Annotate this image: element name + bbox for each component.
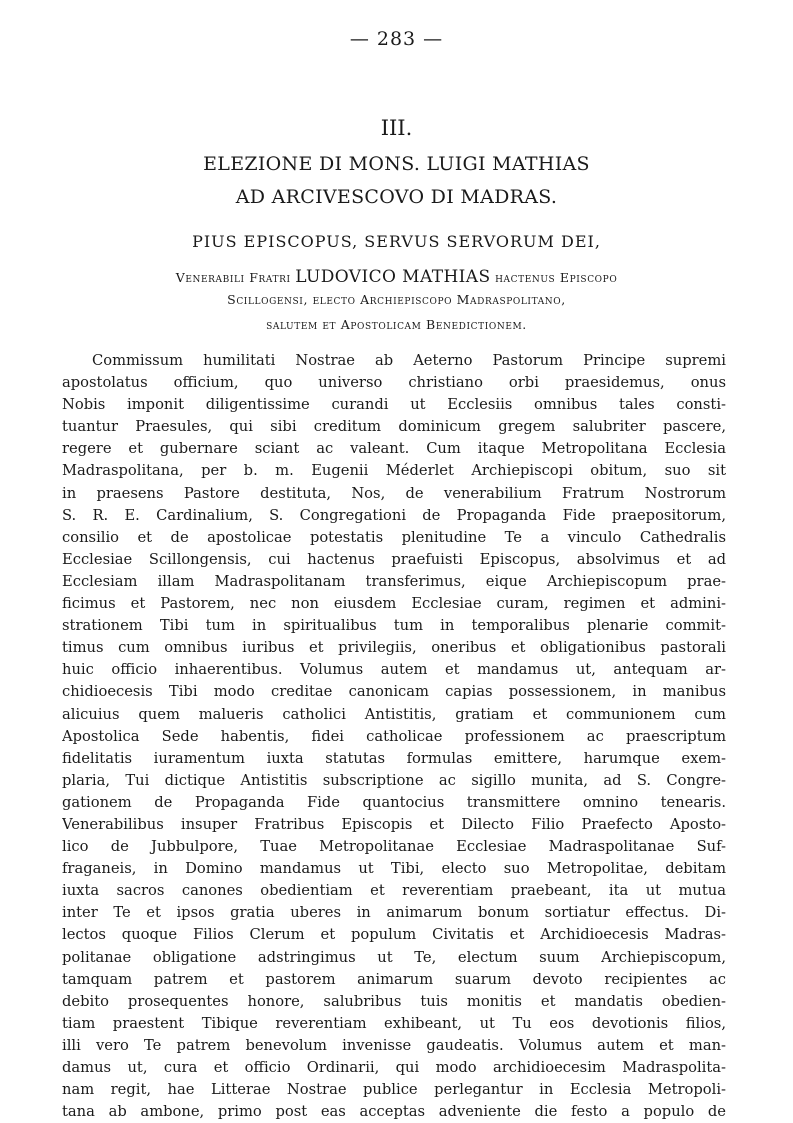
body-line: timus cum omnibus iuribus et privilegiis, oneribus et obligationibus pastorali — [62, 639, 726, 657]
body-line: nam regit, hae Litterae Nostrae publice perlegantur in Ecclesia Metropoli- — [62, 1081, 726, 1099]
title-line-2: AD ARCIVESCOVO DI MADRAS. — [235, 186, 558, 208]
body-line: Apostolica Sede habentis, fidei catholicae professionem ac praescriptum — [62, 727, 726, 745]
body-line: iuxta sacros canones obedientiam et reverentiam praebeant, ita ut mutua — [62, 882, 726, 900]
body-line: plaria, Tui dictique Antistitis subscriptione ac sigillo munita, ad S. Congre- — [62, 771, 726, 789]
body-line: tiam praestent Tibique reverentiam exhibeant, ut Tu eos devotionis filios, — [62, 1014, 726, 1032]
body-line: lico de Jubbulpore, Tuae Metropolitanae Ecclesiae Madraspolitanae Suf- — [62, 838, 726, 856]
body-line: damus ut, cura et officio Ordinarii, qui modo archidioecesim Madraspolita- — [62, 1059, 726, 1076]
body-line: Venerabilibus insuper Fratribus Episcopis et Dilecto Filio Praefecto Aposto- — [62, 815, 726, 833]
address-line-2: Scillogensi, electo Archiepiscopo Madraspolitano, — [227, 292, 566, 307]
body-line: debito prosequentes honore, salubribus tuis monitis et mandatis obedien- — [62, 992, 726, 1010]
body-line: Ecclesiae Scillongensis, cui hactenus praefuisti Episcopus, absolvimus et ad — [62, 550, 726, 568]
body-line: lectos quoque Filios Clerum et populum Civitatis et Archidioecesis Madras- — [62, 926, 726, 944]
body-line: strationem Tibi tum in spiritualibus tum in temporalibus plenarie commit- — [62, 617, 726, 635]
address-line-3: salutem et Apostolicam Benedictionem. — [266, 317, 527, 332]
section-number: III. — [380, 116, 413, 140]
body-line: chidioecesis Tibi modo creditae canonicam capias possessionem, in manibus — [62, 683, 726, 701]
body-line: illi vero Te patrem benevolum invenisse gaudeatis. Volumus autem et man- — [62, 1036, 726, 1054]
body-line: apostolatus officium, quo universo christiano orbi praesidemus, onus — [62, 374, 726, 392]
body-line: fraganeis, in Domino mandamus ut Tibi, electo suo Metropolitae, debitam — [62, 860, 726, 878]
body-line: tuantur Praesules, qui sibi creditum dominicum gregem salubriter pascere, — [62, 418, 726, 436]
address-suffix: hactenus Episcopo — [495, 270, 618, 285]
body-line: ficimus et Pastorem, nec non eiusdem Ecclesiae curam, regimen et admini- — [62, 595, 726, 613]
body-line: tana ab ambone, primo post eas acceptas adveniente die festo a populo de — [62, 1103, 726, 1121]
address-prefix: Venerabili Fratri — [175, 270, 291, 285]
body-line: alicuius quem malueris catholici Antistitis, gratiam et communionem cum — [62, 705, 726, 723]
body-line: Madraspolitana, per b. m. Eugenii Méderlet Archiepiscopi obitum, suo sit — [62, 462, 726, 480]
body-line: Ecclesiam illam Madraspolitanam transferimus, eique Archiepiscopum prae- — [62, 572, 726, 590]
body-line: Nobis imponit diligentissime curandi ut Ecclesiis omnibus tales consti- — [62, 396, 726, 414]
body-line: S. R. E. Cardinalium, S. Congregationi de Propaganda Fide praepositorum, — [62, 506, 726, 524]
body-line: huic officio inhaerentibus. Volumus autem et mandamus ut, antequam ar- — [62, 661, 726, 679]
body-line: tamquam patrem et pastorem animarum suarum devoto recipientes ac — [62, 970, 726, 988]
body-line: consilio et de apostolicae potestatis plenitudine Te a vinculo Cathedralis — [62, 528, 726, 546]
body-text — [62, 350, 726, 1123]
page-number: — 283 — — [349, 28, 444, 50]
body-line: gationem de Propaganda Fide quantocius transmittere omnino tenearis. — [62, 793, 726, 811]
addressee-name: LUDOVICO MATHIAS — [295, 267, 491, 287]
body-line: Commissum humilitati Nostrae ab Aeterno Pastorum Principe supremi — [92, 352, 726, 369]
body-line: fidelitatis iuramentum iuxta statutas formulas emittere, harumque exem- — [62, 749, 726, 767]
title-line-1: ELEZIONE DI MONS. LUIGI MATHIAS — [203, 153, 590, 175]
papal-heading: PIUS EPISCOPUS, SERVUS SERVORUM DEI, — [192, 232, 601, 251]
address-line-1 — [0, 267, 793, 287]
body-line: in praesens Pastore destituta, Nos, de venerabilium Fratrum Nostrorum — [62, 484, 726, 502]
body-line: regere et gubernare sciant ac valeant. Cum itaque Metropolitana Ecclesia — [62, 440, 726, 458]
body-line: inter Te et ipsos gratia uberes in animarum bonum sortiatur effectus. Di- — [62, 904, 726, 922]
body-line: politanae obligatione adstringimus ut Te, electum suum Archiepiscopum, — [62, 948, 726, 966]
